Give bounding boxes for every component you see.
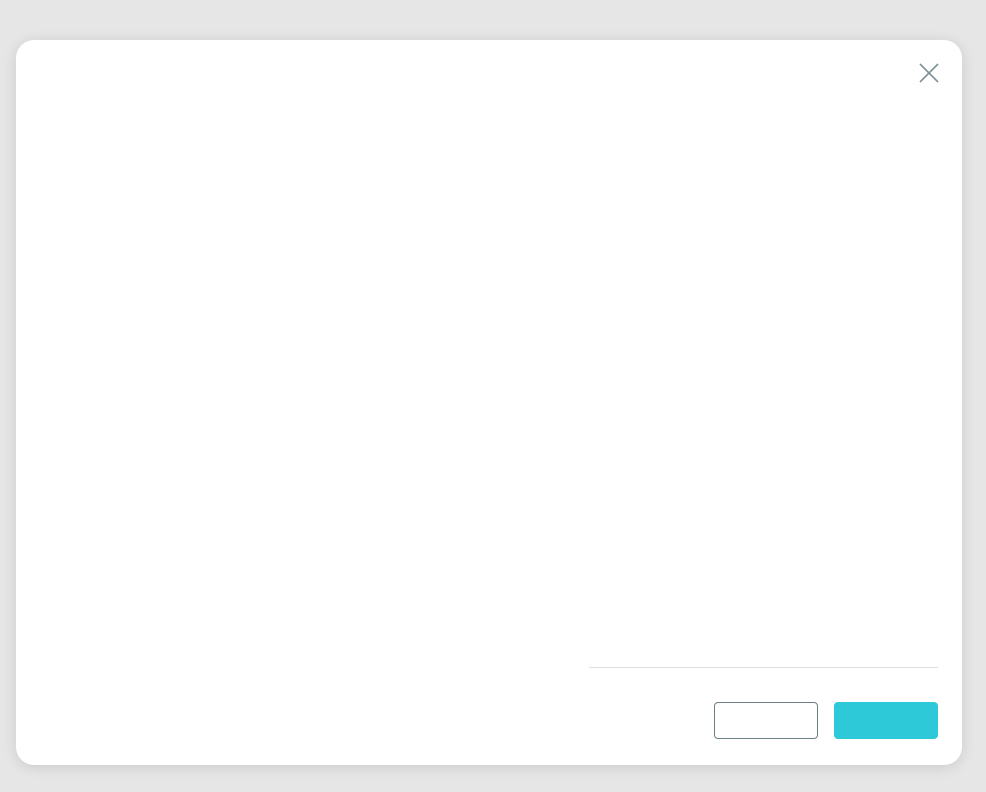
cancel-button[interactable] xyxy=(714,702,818,739)
score-divider xyxy=(589,667,938,668)
close-icon[interactable] xyxy=(917,61,941,85)
close-icon-glyph xyxy=(917,61,941,85)
apply-button[interactable] xyxy=(834,702,938,739)
phq9-dialog xyxy=(16,40,962,765)
